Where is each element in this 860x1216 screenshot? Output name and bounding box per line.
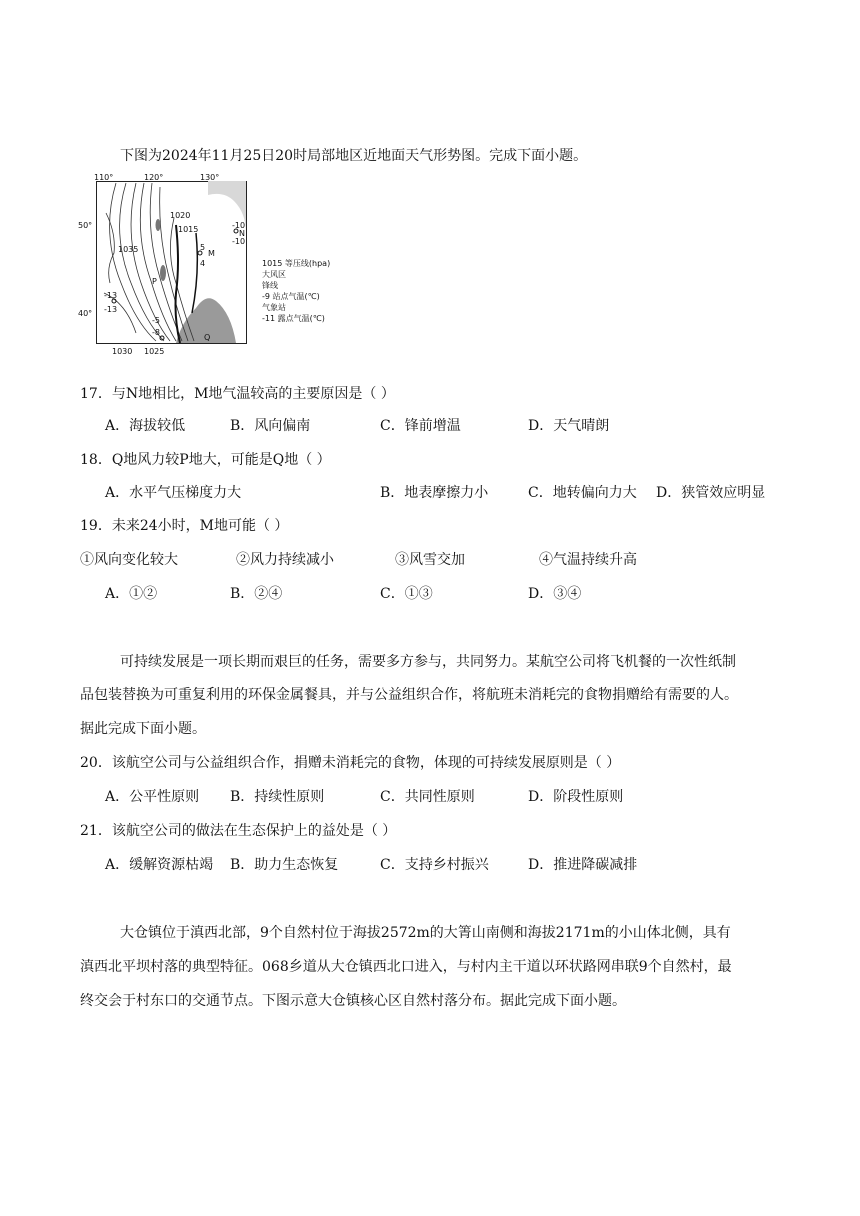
question-21-stem: 21．该航空公司的做法在生态保护上的益处是（ ） <box>80 823 397 839</box>
isobar-label: 1035 <box>118 245 139 254</box>
question-17-option-a[interactable]: A．海拔较低 <box>105 418 186 434</box>
intro-paragraph-3-line-3: 终交会于村东口的交通节点。下图示意大仓镇核心区自然村落分布。据此完成下面小题。 <box>80 993 626 1009</box>
question-19-option-d[interactable]: D．③④ <box>528 586 582 602</box>
station-value: 4 <box>200 259 206 268</box>
isobar-label: 1030 <box>112 347 133 356</box>
lon-label: 120° <box>144 173 164 182</box>
legend-gale-area: 大风区 <box>262 270 286 279</box>
legend-front: 锋线 <box>262 281 278 290</box>
question-20-option-b[interactable]: B．持续性原则 <box>230 789 325 805</box>
intro-paragraph-2-line-2: 品包装替换为可重复利用的环保金属餐具，并与公益组织合作，将航班未消耗完的食物捐赠给有需要的人。 <box>80 687 738 703</box>
intro-paragraph-3-line-1: 大仓镇位于滇西北部，9个自然村位于海拔2572m的大箐山南侧和海拔2171m的小山体北侧，具有 <box>120 925 731 941</box>
station-value: -10 <box>232 221 246 230</box>
point-label-p: P <box>152 277 157 286</box>
legend-isobar: 1015 等压线(hpa) <box>262 259 331 268</box>
lat-label: 40° <box>78 309 93 318</box>
question-18-option-b[interactable]: B．地表摩擦力小 <box>380 485 489 501</box>
station-value: -10 <box>232 237 246 246</box>
legend-station-temp: -9 站点气温(℃) <box>262 292 320 301</box>
question-20-stem: 20．该航空公司与公益组织合作，捐赠未消耗完的食物，体现的可持续发展原则是（ ） <box>80 755 621 771</box>
intro-paragraph-2-line-1: 可持续发展是一项长期而艰巨的任务，需要多方参与，共同努力。某航空公司将飞机餐的一次性纸制 <box>120 654 736 670</box>
intro-paragraph-1: 下图为2024年11月25日20时局部地区近地面天气形势图。完成下面小题。 <box>120 148 588 164</box>
question-19-item-1: ①风向变化较大 <box>80 552 178 568</box>
station-value: 5 <box>200 243 206 252</box>
question-17-option-b[interactable]: B．风向偏南 <box>230 418 311 434</box>
isobar-label: 1025 <box>144 347 165 356</box>
weather-map-drawing <box>96 173 248 345</box>
question-19-option-b[interactable]: B．②④ <box>230 586 283 602</box>
isobar-label: 1020 <box>170 211 191 220</box>
question-20-option-a[interactable]: A．公平性原则 <box>105 789 200 805</box>
question-18-option-a[interactable]: A．水平气压梯度力大 <box>105 485 242 501</box>
station-value: -13 <box>104 291 118 300</box>
point-label-n: N <box>239 229 245 238</box>
question-19-option-c[interactable]: C．①③ <box>380 586 433 602</box>
intro-paragraph-2-line-3: 据此完成下面小题。 <box>80 721 206 737</box>
isobar-label: 1015 <box>178 225 199 234</box>
weather-map <box>78 173 248 356</box>
question-18-option-d[interactable]: D．狭管效应明显 <box>656 485 766 501</box>
point-label-q: Q <box>204 333 211 342</box>
legend-station: 气象站 <box>262 303 286 312</box>
lat-label: 50° <box>78 221 93 230</box>
question-19-stem: 19．未来24小时，M地可能（ ） <box>80 518 289 534</box>
map-legend <box>262 258 352 324</box>
intro-paragraph-3-line-2: 滇西北平坝村落的典型特征。068乡道从大仓镇西北口进入，与村内主干道以环状路网串联9个自然村，最 <box>80 959 732 975</box>
question-21-option-a[interactable]: A．缓解资源枯竭 <box>105 857 214 873</box>
question-19-item-4: ④气温持续升高 <box>539 552 637 568</box>
question-21-option-b[interactable]: B．助力生态恢复 <box>230 857 339 873</box>
station-value: -5 <box>152 316 160 325</box>
question-17-stem: 17．与N地相比，M地气温较高的主要原因是（ ） <box>80 386 395 402</box>
question-17-option-c[interactable]: C．锋前增温 <box>380 418 461 434</box>
station-value: -8 <box>152 328 160 337</box>
question-19-item-3: ③风雪交加 <box>395 552 465 568</box>
legend-dew-point: -11 露点气温(℃) <box>262 314 325 323</box>
question-17-option-d[interactable]: D．天气晴朗 <box>528 418 610 434</box>
station-value: -13 <box>104 305 118 314</box>
question-20-option-c[interactable]: C．共同性原则 <box>380 789 475 805</box>
question-18-stem: 18．Q地风力较P地大，可能是Q地（ ） <box>80 452 331 468</box>
question-21-option-d[interactable]: D．推进降碳减排 <box>528 857 638 873</box>
question-19-option-a[interactable]: A．①② <box>105 586 158 602</box>
question-20-option-d[interactable]: D．阶段性原则 <box>528 789 624 805</box>
question-18-option-c[interactable]: C．地转偏向力大 <box>528 485 637 501</box>
question-21-option-c[interactable]: C．支持乡村振兴 <box>380 857 489 873</box>
point-label-m: M <box>208 249 215 258</box>
question-19-item-2: ②风力持续减小 <box>236 552 334 568</box>
lon-label: 110° <box>94 173 114 182</box>
lon-label: 130° <box>200 173 220 182</box>
